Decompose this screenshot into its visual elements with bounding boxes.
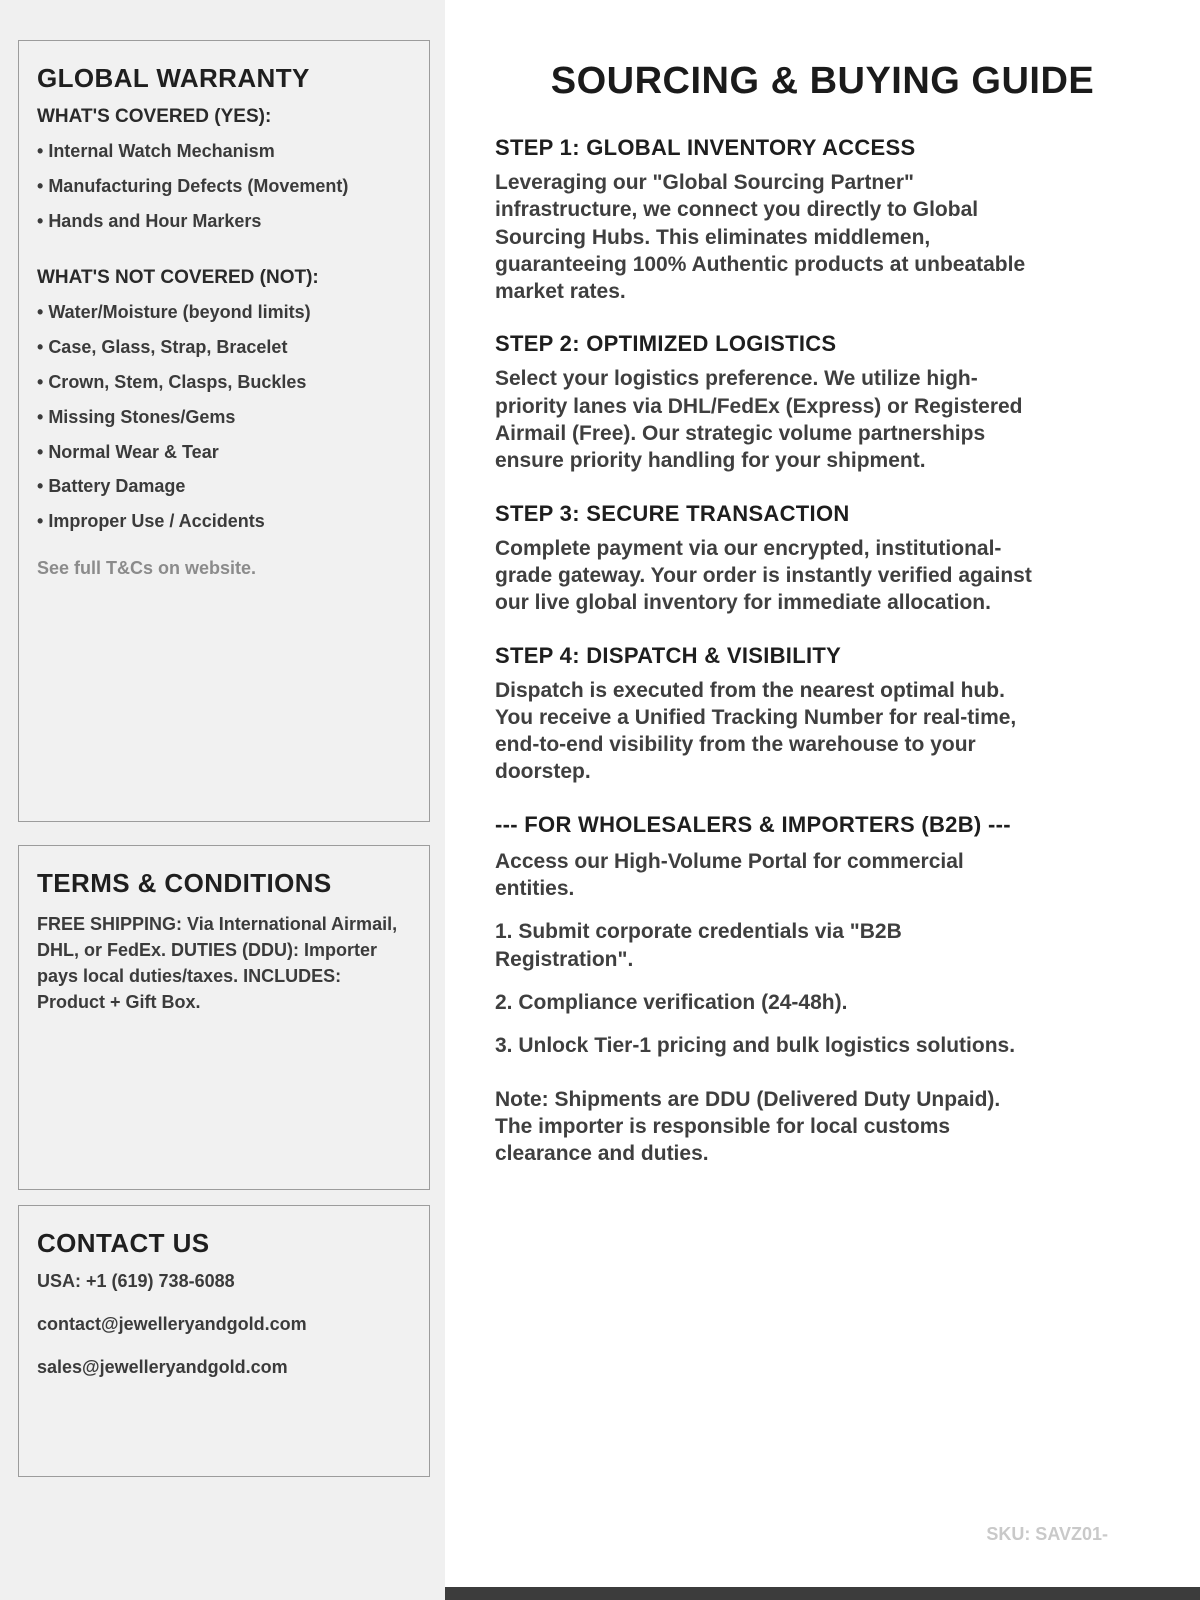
list-item: • Water/Moisture (beyond limits) (37, 303, 411, 323)
step-4-body: Dispatch is executed from the nearest optimal hub. You receive a Unified Tracking Number for real-time, end-to-end visibility from the warehouse to your doorstep. (495, 678, 1017, 784)
step-1-heading: STEP 1: GLOBAL INVENTORY ACCESS (495, 135, 916, 160)
contact-title: CONTACT US (37, 1228, 210, 1258)
terms-title: TERMS & CONDITIONS (37, 868, 332, 898)
sidebar (0, 0, 445, 1600)
step-2-heading: STEP 2: OPTIMIZED LOGISTICS (495, 331, 837, 357)
list-item: • Manufacturing Defects (Movement) (37, 177, 411, 197)
list-item: • Case, Glass, Strap, Bracelet (37, 338, 411, 358)
footer-bar (445, 1587, 1200, 1600)
contact-phone: USA: +1 (619) 738-6088 (37, 1271, 235, 1291)
list-item: • Hands and Hour Markers (37, 212, 411, 232)
step-1 (495, 135, 1150, 305)
contact-box (18, 1205, 430, 1477)
list-item: • Battery Damage (37, 477, 411, 497)
step-3-heading: STEP 3: SECURE TRANSACTION (495, 500, 850, 526)
b2b-heading: --- FOR WHOLESALERS & IMPORTERS (B2B) --- (495, 811, 1011, 837)
list-item: • Missing Stones/Gems (37, 408, 411, 428)
page-title: SOURCING & BUYING GUIDE (550, 60, 1095, 102)
b2b-item-3: 3. Unlock Tier-1 pricing and bulk logistics solutions. (495, 1034, 1016, 1058)
warranty-title: GLOBAL WARRANTY (37, 63, 310, 93)
b2b-intro: Access our High-Volume Portal for commercial entities. (495, 849, 964, 901)
step-1-body: Leveraging our "Global Sourcing Partner" infrastructure, we connect you directly to Global Sourcing Hubs. This eliminates middlemen, guaranteeing 100% Authentic products at unbeatable market rates. (495, 171, 1026, 304)
list-item: • Improper Use / Accidents (37, 512, 411, 532)
step-4 (495, 643, 1150, 786)
list-item: • Internal Watch Mechanism (37, 142, 411, 162)
step-3-body: Complete payment via our encrypted, institutional-grade gateway. Your order is instantly verified against our live global inventory for immediate allocation. (495, 536, 1032, 615)
covered-list (37, 142, 411, 231)
covered-title: WHAT'S COVERED (YES): (37, 106, 272, 127)
warranty-footnote: See full T&Cs on website. (37, 557, 257, 578)
step-2-body: Select your logistics preference. We utilize high-priority lanes via DHL/FedEx (Express) or Registered Airmail (Free). Our strategic volume partnerships ensure priority handling for your shipment. (495, 367, 1023, 473)
main-content (445, 0, 1200, 1600)
contact-email-sales: sales@jewelleryandgold.com (37, 1357, 288, 1377)
step-3 (495, 501, 1150, 617)
b2b-item-2: 2. Compliance verification (24-48h). (495, 990, 848, 1014)
warranty-box (18, 40, 430, 822)
step-4-heading: STEP 4: DISPATCH & VISIBILITY (495, 642, 842, 668)
terms-box (18, 845, 430, 1190)
b2b-section (495, 812, 1150, 1168)
not-covered-list (37, 303, 411, 532)
terms-body: FREE SHIPPING: Via International Airmail, DHL, or FedEx. DUTIES (DDU): Importer pays local duties/taxes. INCLUDES: Product + Gift Box. (37, 914, 398, 1013)
not-covered-title: WHAT'S NOT COVERED (NOT): (37, 267, 319, 289)
b2b-note: Note: Shipments are DDU (Delivered Duty Unpaid). The importer is responsible for local customs clearance and duties. (495, 1087, 1001, 1166)
step-2 (495, 331, 1150, 474)
list-item: • Crown, Stem, Clasps, Buckles (37, 373, 411, 393)
b2b-item-1: 1. Submit corporate credentials via "B2B Registration". (495, 920, 902, 971)
list-item: • Normal Wear & Tear (37, 443, 411, 463)
sku-label: SKU: SAVZ01- (986, 1524, 1108, 1544)
contact-email: contact@jewelleryandgold.com (37, 1314, 307, 1334)
